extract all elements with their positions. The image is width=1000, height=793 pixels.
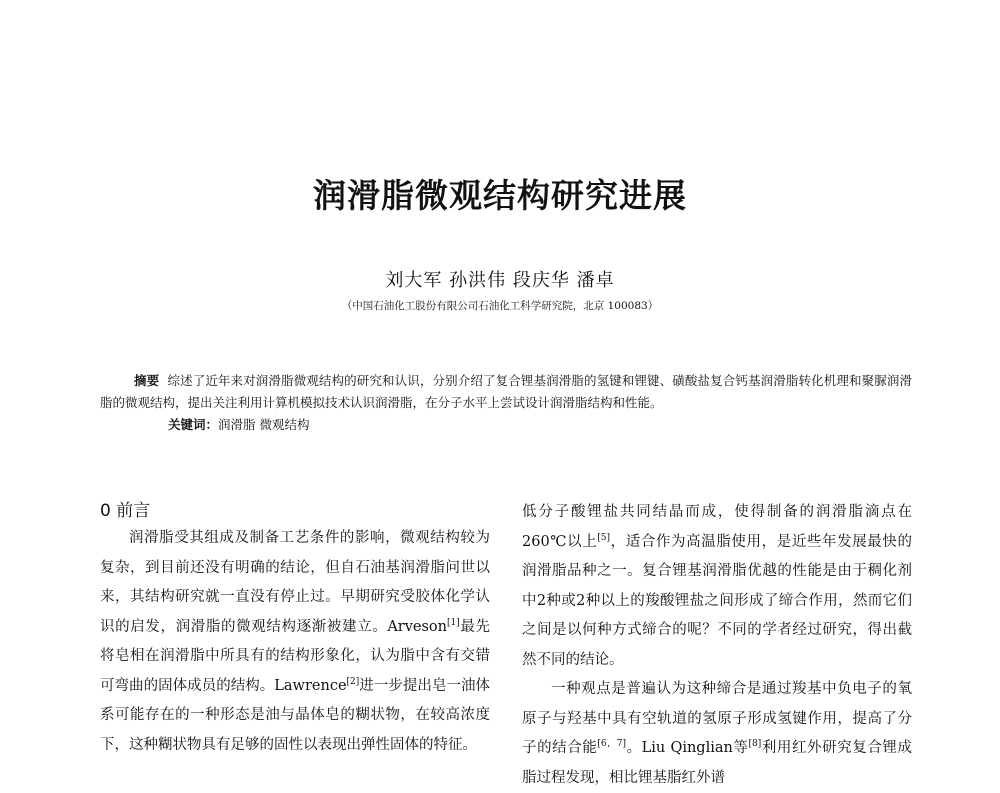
intro-text-c: 进一步提出皂一油体系可能存在的一种形态是油与晶体皂的糊状物，在较高浓度下，这种糊状物具有足够的固性以表现出弹性固体的特征。: [100, 677, 490, 753]
citation-2: [2]: [346, 676, 360, 687]
citation-1: [1]: [447, 617, 460, 628]
abstract-paragraph: [100, 370, 912, 414]
intro-text-a: 润滑脂受其组成及制备工艺条件的影响，微观结构较为复杂，到目前还没有明确的结论，但自石油基润滑脂问世以来，其结构研究就一直没有停止过。早期研究受胶体化学认识的启发，润滑脂的微观结构逐渐被建立。Arveson: [100, 530, 490, 635]
citation-8: [8]: [748, 739, 762, 750]
section-heading: 0 前言: [100, 501, 151, 521]
right-paragraph-2: [522, 675, 912, 793]
citation-5: [5]: [597, 532, 611, 543]
keywords-line: [100, 414, 912, 436]
intro-text-b: 最先将皂相在润滑脂中所具有的结构形象化，认为脂中含有交错可弯曲的固体成员的结构。Lawrence: [100, 618, 491, 694]
right-text-b: ，适合作为高温脂使用，是近些年发展最快的润滑脂品种之一。复合锂基润滑脂优越的性能是由于稠化剂中2种或2种以上的羧酸锂盐之间形成了缔合作用，然而它们之间是以何种方式缔合的呢？不同的学者经过研究，得出截然不同的结论。: [522, 533, 912, 668]
right-text-e: 利用红外研究复合锂成脂过程发现，相比锂基脂红外谱: [522, 740, 912, 786]
keywords-label: 关键词：: [168, 417, 219, 432]
affiliation: （中国石油化工股份有限公司石油化工科学研究院，北京 100083）: [341, 300, 659, 312]
abstract-block: [100, 370, 912, 436]
paper-title: 润滑脂微观结构研究进展: [313, 176, 687, 215]
abstract-text: 综述了近年来对润滑脂微观结构的研究和认识，分别介绍了复合锂基润滑脂的氢键和锂键、磺酸盐复合钙基润滑脂转化机理和聚脲润滑脂的微观结构，提出关注利用计算机模拟技术认识润滑脂，在分子水平上尝试设计润滑脂结构和性能。: [100, 373, 912, 410]
right-column: [522, 498, 912, 793]
left-column: [100, 498, 490, 760]
author-list: 刘大军 孙洪伟 段庆华 潘卓: [385, 270, 615, 291]
right-text-a: 低分子酸锂盐共同结晶而成，使得制备的润滑脂滴点在260℃以上: [522, 504, 912, 550]
right-text-d: 。Liu Qinglian等: [626, 740, 749, 756]
right-text-c: 一种观点是普遍认为这种缔合是通过羧基中负电子的氧原子与羟基中具有空轨道的氢原子形成氢键作用，提高了分子的结合能: [522, 681, 912, 756]
keywords-text: 润滑脂 微观结构: [218, 417, 310, 432]
citation-6-7: [6，7]: [597, 739, 626, 750]
right-paragraph-1: [522, 498, 912, 675]
abstract-label: 摘要: [134, 373, 160, 388]
intro-paragraph: [100, 524, 490, 760]
